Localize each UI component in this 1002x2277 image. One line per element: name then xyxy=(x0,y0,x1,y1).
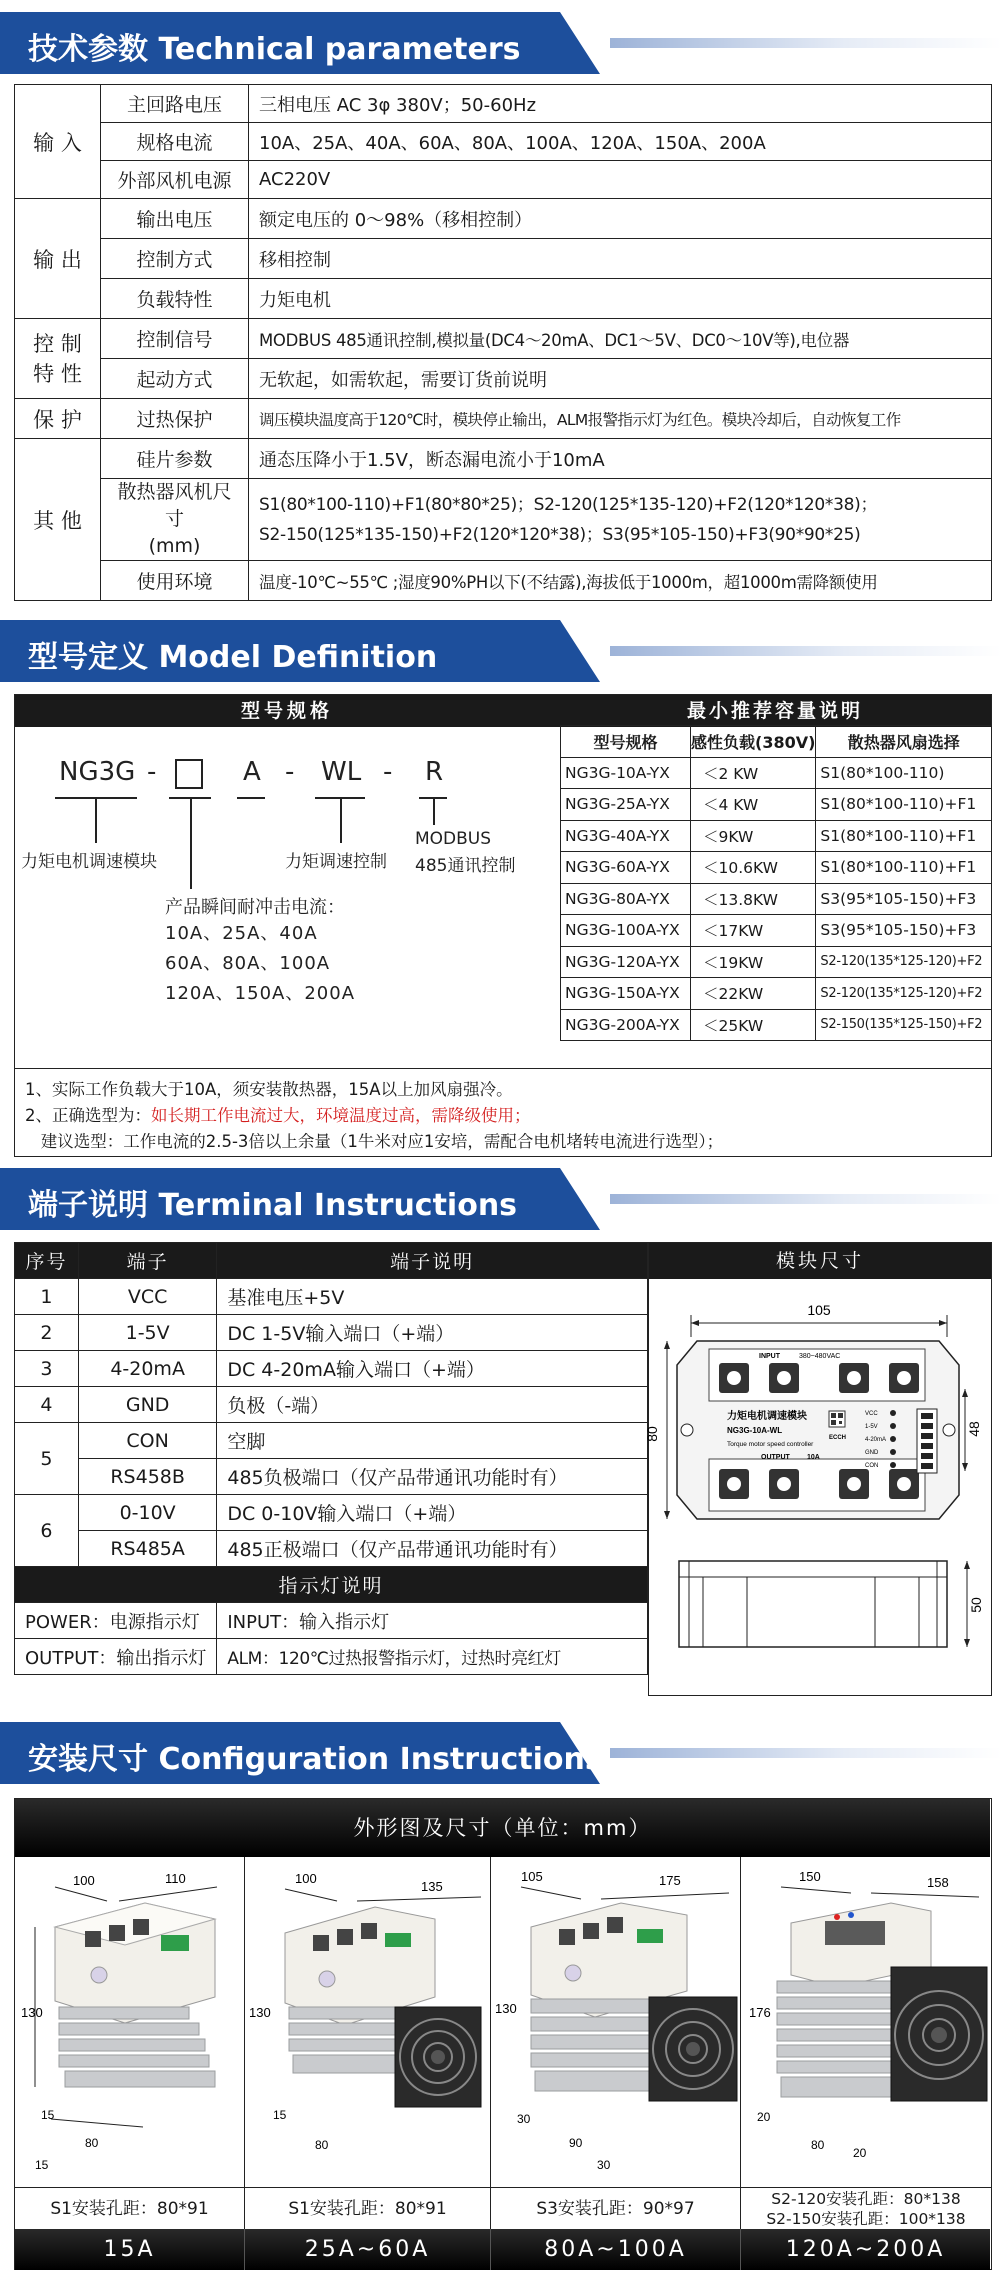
section-header-install xyxy=(0,1722,1002,1784)
install-dimensions-box xyxy=(14,1798,992,2270)
col-header: 序号 xyxy=(15,1243,79,1279)
cell: NG3G-100A-YX xyxy=(561,915,691,947)
dim-label: 130 xyxy=(249,2005,271,2020)
param-name: 硅片参数 xyxy=(101,439,249,479)
section-title: 型号定义 Model Definition xyxy=(28,640,438,675)
product-drawing xyxy=(741,1857,991,2187)
param-name: 起动方式 xyxy=(101,359,249,399)
header-fade-line xyxy=(610,1748,1002,1758)
cell: S2-120(135*125-120)+F2 xyxy=(816,978,992,1010)
pin-label: VCC xyxy=(865,1411,878,1417)
cell: NG3G-60A-YX xyxy=(561,852,691,884)
model-spec-header: 型号规格 xyxy=(15,695,559,727)
param-value: 通态压降小于1.5V，断态漏电流小于10mA xyxy=(249,439,992,479)
current-title: 产品瞬间耐冲击电流： xyxy=(165,897,345,918)
current-line: 10A、25A、40A xyxy=(165,923,318,944)
col-header: 散热器风扇选择 xyxy=(816,726,992,758)
cat-other: 其 他 xyxy=(15,439,101,601)
current-line: 120A、150A、200A xyxy=(165,983,356,1004)
cell: S1(80*100-110)+F1 xyxy=(816,820,992,852)
connector xyxy=(95,799,97,843)
dim-label: 130 xyxy=(21,2005,43,2020)
cell-no: 5 xyxy=(15,1423,79,1495)
model-code-wl: WL xyxy=(321,757,362,787)
model-notes xyxy=(14,1069,992,1157)
cell: NG3G-40A-YX xyxy=(561,820,691,852)
cell-pin: 0-10V xyxy=(78,1495,216,1531)
dim-label: 176 xyxy=(749,2005,771,2020)
cell-no: 6 xyxy=(15,1495,79,1567)
header-fade-line xyxy=(610,38,1002,48)
connector xyxy=(433,799,435,825)
cell-pin: 1-5V xyxy=(78,1315,216,1351)
table-row xyxy=(15,1459,648,1495)
model-code-current-box xyxy=(175,759,203,789)
dimension-header: 模块尺寸 xyxy=(649,1243,991,1279)
cell-desc: 空脚 xyxy=(217,1423,648,1459)
cell: S1(80*100-110)+F1 xyxy=(816,852,992,884)
param-value: 调压模块温度高于120℃时，模块停止输出，ALM报警指示灯为红色。模块冷却后，自动恢复工作 xyxy=(249,399,992,439)
cell: NG3G-10A-YX xyxy=(561,757,691,789)
section-header-model xyxy=(0,620,1002,682)
pin-label: 4-20mA xyxy=(865,1437,887,1443)
underline xyxy=(237,797,265,799)
cell-pin: 4-20mA xyxy=(78,1351,216,1387)
dim-label: 15 xyxy=(273,2108,287,2122)
col-header: 端子 xyxy=(78,1243,216,1279)
label-motor-module: 力矩电机调速模块 xyxy=(21,852,157,872)
cell: S3(95*105-150)+F3 xyxy=(816,915,992,947)
dim-label: 110 xyxy=(165,1871,186,1886)
section-title: 技术参数 Technical parameters xyxy=(28,32,521,67)
param-name: 负载特性 xyxy=(101,279,249,319)
mount-spacing-caption: S3安装孔距：90*97 xyxy=(491,2187,740,2229)
cell: ＜4 KW xyxy=(691,789,816,821)
note-line xyxy=(25,1103,981,1129)
param-name: 使用环境 xyxy=(101,561,249,601)
module-output-label: OUTPUT xyxy=(761,1454,790,1461)
dim-label: 175 xyxy=(659,1873,681,1888)
param-unit: (mm) xyxy=(148,535,201,557)
cell: S3(95*105-150)+F3 xyxy=(816,883,992,915)
param-name: 散热器风机尺寸 xyxy=(117,481,232,530)
amp-label: 120A~200A xyxy=(741,2229,990,2270)
cell: ＜17KW xyxy=(691,915,816,947)
cell: ＜10.6KW xyxy=(691,852,816,884)
cell-pin: RS485A xyxy=(78,1531,216,1567)
param-value: 三相电压 AC 3φ 380V；50-60Hz xyxy=(249,85,992,123)
param-value: S2-150(125*135-150)+F2(120*120*38)；S3(95*105-150)+F3(90*90*25) xyxy=(259,524,861,545)
dim-label: 30 xyxy=(517,2112,531,2126)
mount-spacing-caption xyxy=(741,2187,991,2229)
table-row xyxy=(15,1315,648,1351)
cell-pin: RS458B xyxy=(78,1459,216,1495)
model-code-dash: - xyxy=(285,757,295,787)
cell: ＜22KW xyxy=(691,978,816,1010)
dim-label: 15 xyxy=(41,2108,55,2122)
table-row xyxy=(561,946,992,978)
table-row xyxy=(15,1531,648,1567)
param-name: 过热保护 xyxy=(101,399,249,439)
table-row xyxy=(561,820,992,852)
module-input-label: INPUT xyxy=(759,1353,780,1360)
dim-label: 100 xyxy=(295,1871,317,1886)
cell: ＜25KW xyxy=(691,1009,816,1041)
section-title: 安装尺寸 Configuration Instructions xyxy=(28,1742,603,1777)
dim-label: 135 xyxy=(421,1879,443,1894)
cat-protect: 保 护 xyxy=(15,399,101,439)
cell-desc: 485负极端口（仅产品带通讯功能时有） xyxy=(217,1459,648,1495)
param-name: 输出电压 xyxy=(101,199,249,239)
indicator-input: INPUT：输入指示灯 xyxy=(217,1603,648,1639)
indicator-header: 指示灯说明 xyxy=(15,1567,648,1603)
table-row xyxy=(15,1495,648,1531)
table-row xyxy=(15,1423,648,1459)
param-value: S1(80*100-110)+F1(80*80*25)；S2-120(125*135-120)+F2(120*120*38)； xyxy=(259,494,878,515)
product-drawing xyxy=(15,1857,245,2187)
table-row xyxy=(15,1351,648,1387)
indicator-output: OUTPUT：输出指示灯 xyxy=(15,1639,217,1675)
param-value: AC220V xyxy=(249,161,992,199)
dim-label: 100 xyxy=(73,1873,95,1888)
param-value: MODBUS 485通讯控制,模拟量(DC4～20mA、DC1～5V、DC0～10V等),电位器 xyxy=(249,319,992,359)
note-prefix: 2、正确选型为： xyxy=(25,1106,151,1125)
indicator-alm: ALM：120℃过热报警指示灯，过热时亮红灯 xyxy=(217,1639,648,1675)
dim-side: 48 xyxy=(966,1421,982,1437)
header-fade-line xyxy=(610,1194,1002,1204)
dim-label: 158 xyxy=(927,1875,949,1890)
model-code-dash: - xyxy=(147,757,157,787)
cell: ＜13.8KW xyxy=(691,883,816,915)
dim-label: 150 xyxy=(799,1869,821,1884)
param-value: 温度-10℃~55℃ ;湿度90%PH以下(不结露),海拔低于1000m，超1000m需降额使用 xyxy=(249,561,992,601)
install-cell-25a-60a xyxy=(245,1857,491,2229)
note-warning: 如长期工作电流过大，环境温度过高，需降级使用； xyxy=(151,1106,531,1125)
cell-desc: 485正极端口（仅产品带通讯功能时有） xyxy=(217,1531,648,1567)
table-row xyxy=(561,789,992,821)
table-row xyxy=(15,1639,648,1675)
model-code-prefix: NG3G xyxy=(59,757,136,787)
param-name-2line xyxy=(101,479,249,561)
table-row xyxy=(561,883,992,915)
note-line: 1、实际工作负载大于10A，须安装散热器，15A以上加风扇强冷。 xyxy=(25,1080,513,1099)
dim-label: 20 xyxy=(853,2146,867,2160)
caption-line: S2-150安装孔距：100*138 xyxy=(766,2210,966,2228)
brand-logo: ECCH xyxy=(829,1435,847,1441)
cell-no: 2 xyxy=(15,1315,79,1351)
current-line: 60A、80A、100A xyxy=(165,953,331,974)
label-modbus: MODBUS xyxy=(415,829,492,849)
section-header-tech xyxy=(0,12,1002,74)
install-cell-120a-200a xyxy=(741,1857,991,2229)
install-cell-80a-100a xyxy=(491,1857,741,2229)
cell: NG3G-80A-YX xyxy=(561,883,691,915)
module-model: NG3G-10A-WL xyxy=(727,1426,783,1435)
cell-pin: CON xyxy=(78,1423,216,1459)
dim-label: 20 xyxy=(757,2110,771,2124)
table-row xyxy=(15,1387,648,1423)
param-name: 控制方式 xyxy=(101,239,249,279)
col-header: 型号规格 xyxy=(561,726,691,758)
install-header: 外形图及尺寸（单位：mm） xyxy=(15,1799,990,1857)
label-speed-control: 力矩调速控制 xyxy=(285,852,387,872)
cell-pin: GND xyxy=(78,1387,216,1423)
param-value: 10A、25A、40A、60A、80A、100A、120A、150A、200A xyxy=(249,123,992,161)
param-name: 主回路电压 xyxy=(101,85,249,123)
param-name: 外部风机电源 xyxy=(101,161,249,199)
col-header: 感性负载(380V) xyxy=(691,726,816,758)
header-fade-line xyxy=(610,646,1002,656)
module-sub: Torque motor speed controller xyxy=(727,1441,814,1448)
table-row xyxy=(561,852,992,884)
cell: NG3G-150A-YX xyxy=(561,978,691,1010)
module-range-label: 380~480VAC xyxy=(799,1353,841,1360)
cell-desc: 负极（-端） xyxy=(217,1387,648,1423)
cell: ＜2 KW xyxy=(691,757,816,789)
table-row xyxy=(561,915,992,947)
param-value: 无软起，如需软起，需要订货前说明 xyxy=(249,359,992,399)
dim-label: 80 xyxy=(811,2138,825,2152)
cell: S2-120(135*125-120)+F2 xyxy=(816,946,992,978)
mount-spacing-caption: S1安装孔距：80*91 xyxy=(245,2187,490,2229)
cell: ＜19KW xyxy=(691,946,816,978)
dim-label: 130 xyxy=(495,2001,517,2016)
cat-input: 输 入 xyxy=(15,85,101,199)
capacity-table xyxy=(560,725,992,1041)
cell: NG3G-200A-YX xyxy=(561,1009,691,1041)
table-row xyxy=(561,978,992,1010)
cat-control-line1: 控 制 xyxy=(33,331,82,356)
caption-line: S2-120安装孔距：80*138 xyxy=(771,2190,961,2208)
cell: NG3G-120A-YX xyxy=(561,946,691,978)
model-code-dash: - xyxy=(383,757,393,787)
dim-width: 105 xyxy=(807,1302,831,1318)
param-value: 移相控制 xyxy=(249,239,992,279)
pin-label: GND xyxy=(865,1450,879,1456)
amp-label: 25A~60A xyxy=(245,2229,491,2270)
module-title: 力矩电机调速模块 xyxy=(727,1411,807,1422)
install-cell-15a xyxy=(15,1857,245,2229)
cell-desc: DC 0-10V输入端口（+端） xyxy=(217,1495,648,1531)
dim-label: 30 xyxy=(597,2158,611,2172)
cat-control xyxy=(15,319,101,399)
dim-height: 80 xyxy=(644,1426,660,1442)
dim-label: 90 xyxy=(569,2136,583,2150)
param-value-2line xyxy=(249,479,992,561)
module-amp-label: 10A xyxy=(807,1454,820,1461)
section-header-terminal xyxy=(0,1168,1002,1230)
param-name: 控制信号 xyxy=(101,319,249,359)
module-drawing xyxy=(644,1279,993,1697)
mount-spacing-caption: S1安装孔距：80*91 xyxy=(15,2187,244,2229)
product-drawing xyxy=(491,1857,741,2187)
connector xyxy=(190,799,192,889)
pin-label: 1-5V xyxy=(865,1424,878,1430)
terminal-table xyxy=(14,1242,648,1675)
cell-desc: 基准电压+5V xyxy=(217,1279,648,1315)
param-name: 规格电流 xyxy=(101,123,249,161)
label-485: 485通讯控制 xyxy=(415,856,516,876)
cell: S2-150(135*125-150)+F2 xyxy=(816,1009,992,1041)
current-list xyxy=(165,919,355,1009)
cell-no: 1 xyxy=(15,1279,79,1315)
cell: ＜9KW xyxy=(691,820,816,852)
dim-depth: 50 xyxy=(968,1597,984,1613)
param-value: 额定电压的 0～98%（移相控制） xyxy=(249,199,992,239)
pin-label: CON xyxy=(865,1463,879,1469)
dim-label: 80 xyxy=(315,2138,329,2152)
cell: NG3G-25A-YX xyxy=(561,789,691,821)
cell-no: 4 xyxy=(15,1387,79,1423)
amp-label: 15A xyxy=(15,2229,245,2270)
dim-label: 105 xyxy=(521,1869,543,1884)
table-row xyxy=(15,1603,648,1639)
capacity-header: 最小推荐容量说明 xyxy=(559,695,991,727)
cell: S1(80*100-110)+F1 xyxy=(816,789,992,821)
note-line: 建议选型：工作电流的2.5-3倍以上余量（1牛米对应1安培，需配合电机堵转电流进行选型）； xyxy=(25,1132,724,1151)
cat-output: 输 出 xyxy=(15,199,101,319)
product-drawing xyxy=(245,1857,491,2187)
tech-params-table xyxy=(14,84,992,601)
model-code-a: A xyxy=(243,757,261,787)
dim-label: 80 xyxy=(85,2136,99,2150)
cell: S1(80*100-110) xyxy=(816,757,992,789)
table-row xyxy=(15,1279,648,1315)
table-row xyxy=(561,757,992,789)
col-header: 端子说明 xyxy=(217,1243,648,1279)
cell-desc: DC 1-5V输入端口（+端） xyxy=(217,1315,648,1351)
cell-desc: DC 4-20mA输入端口（+端） xyxy=(217,1351,648,1387)
section-title: 端子说明 Terminal Instructions xyxy=(28,1188,518,1223)
cat-control-line2: 特 性 xyxy=(33,361,82,386)
connector xyxy=(340,799,342,843)
module-dimension-box xyxy=(644,1242,992,1696)
dim-label: 15 xyxy=(35,2158,49,2172)
table-row xyxy=(561,1009,992,1041)
cell-pin: VCC xyxy=(78,1279,216,1315)
param-value: 力矩电机 xyxy=(249,279,992,319)
indicator-power: POWER：电源指示灯 xyxy=(15,1603,217,1639)
amp-label: 80A~100A xyxy=(491,2229,741,2270)
model-code-r: R xyxy=(425,757,444,787)
cell-no: 3 xyxy=(15,1351,79,1387)
